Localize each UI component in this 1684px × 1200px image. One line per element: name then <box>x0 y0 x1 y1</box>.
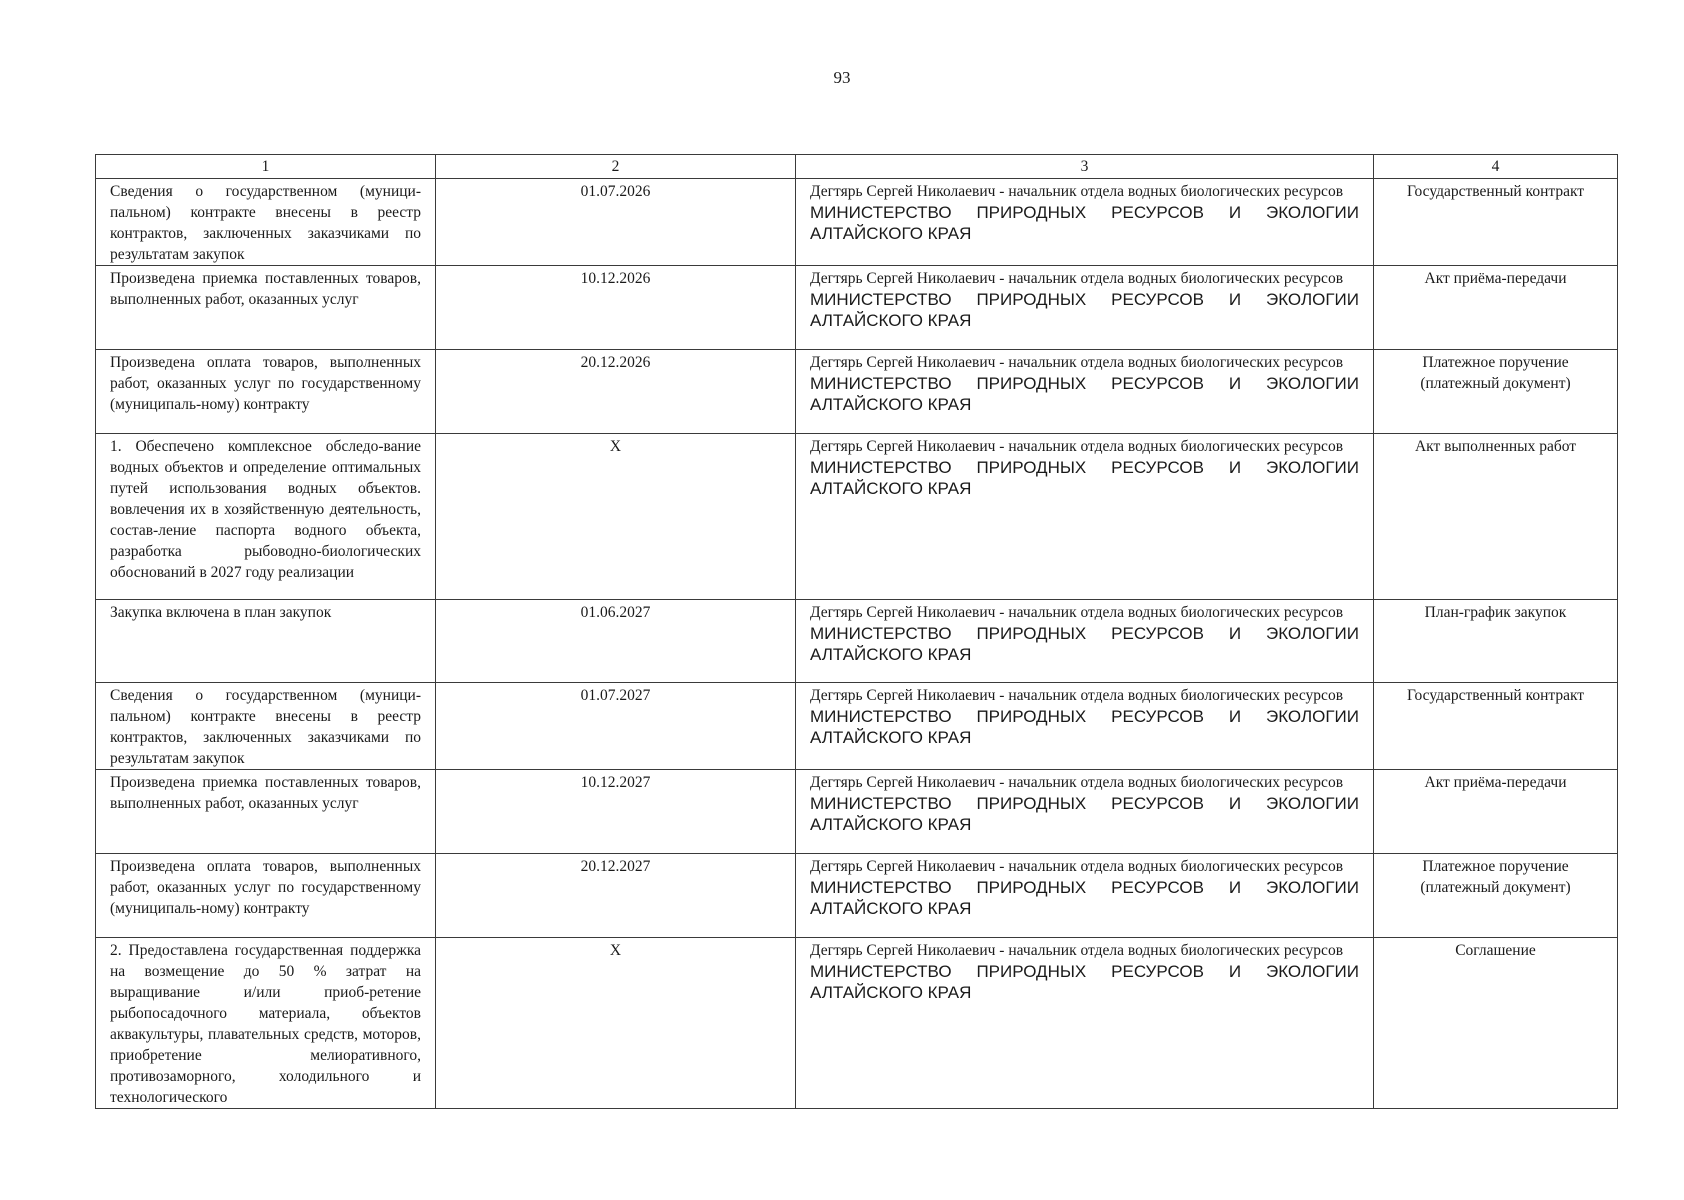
date-cell: 20.12.2027 <box>436 854 796 938</box>
event-cell: Произведена оплата товаров, выполненных работ, оказанных услуг по государственному (муниципаль-ному) контракту <box>96 350 436 434</box>
table-row <box>96 854 1618 938</box>
responsible-person: Дегтярь Сергей Николаевич - начальник отдела водных биологических ресурсов <box>810 354 1344 371</box>
event-cell: Произведена оплата товаров, выполненных работ, оказанных услуг по государственному (муниципаль-ному) контракту <box>96 854 436 938</box>
responsible-organization: МИНИСТЕРСТВО ПРИРОДНЫХ РЕСУРСОВ И ЭКОЛОГИИ АЛТАЙСКОГО КРАЯ <box>810 794 1359 834</box>
date-cell: 01.06.2027 <box>436 600 796 683</box>
responsible-person: Дегтярь Сергей Николаевич - начальник отдела водных биологических ресурсов <box>810 270 1344 287</box>
document-cell: Акт приёма-передачи <box>1374 770 1618 854</box>
responsible-cell <box>796 770 1374 854</box>
table-row <box>96 266 1618 350</box>
responsible-cell <box>796 350 1374 434</box>
table-header-row <box>96 155 1618 179</box>
column-header-1: 1 <box>96 155 436 179</box>
column-header-4: 4 <box>1374 155 1618 179</box>
responsible-cell <box>796 434 1374 600</box>
event-cell: Произведена приемка поставленных товаров, выполненных работ, оказанных услуг <box>96 266 436 350</box>
date-cell: 01.07.2027 <box>436 683 796 770</box>
control-points-table <box>95 154 1618 1109</box>
event-cell: Произведена приемка поставленных товаров, выполненных работ, оказанных услуг <box>96 770 436 854</box>
responsible-cell <box>796 854 1374 938</box>
date-cell: 01.07.2026 <box>436 179 796 266</box>
document-cell: Государственный контракт <box>1374 179 1618 266</box>
responsible-cell <box>796 938 1374 1109</box>
document-cell: План-график закупок <box>1374 600 1618 683</box>
document-cell: Соглашение <box>1374 938 1618 1109</box>
responsible-organization: МИНИСТЕРСТВО ПРИРОДНЫХ РЕСУРСОВ И ЭКОЛОГИИ АЛТАЙСКОГО КРАЯ <box>810 878 1359 918</box>
responsible-person: Дегтярь Сергей Николаевич - начальник отдела водных биологических ресурсов <box>810 942 1344 959</box>
date-cell: 20.12.2026 <box>436 350 796 434</box>
date-cell: 10.12.2026 <box>436 266 796 350</box>
responsible-person: Дегтярь Сергей Николаевич - начальник отдела водных биологических ресурсов <box>810 774 1344 791</box>
table-row <box>96 938 1618 1109</box>
event-cell: Сведения о государственном (муници-пальном) контракте внесены в реестр контрактов, заключенных заказчиками по результатам закупок <box>96 683 436 770</box>
event-cell: 2. Предоставлена государственная поддержка на возмещение до 50 % затрат на выращивание и/или приоб-ретение рыбопосадочного материала, объектов аквакультуры, плавательных средств, моторов, приобретение мелиоративного, противозаморного, холодильного и технологического <box>96 938 436 1109</box>
page-number: 93 <box>833 68 851 87</box>
responsible-person: Дегтярь Сергей Николаевич - начальник отдела водных биологических ресурсов <box>810 604 1344 621</box>
table-row <box>96 179 1618 266</box>
document-cell: Платежное поручение (платежный документ) <box>1374 854 1618 938</box>
responsible-cell <box>796 266 1374 350</box>
document-cell: Акт выполненных работ <box>1374 434 1618 600</box>
responsible-cell <box>796 179 1374 266</box>
responsible-cell <box>796 600 1374 683</box>
event-cell: 1. Обеспечено комплексное обследо-вание водных объектов и определение оптимальных путей использования водных объектов. вовлечения их в хозяйственную деятельность, состав-ление паспорта водного объекта, разработка рыбоводно-биологических обоснований в 2027 году реализации <box>96 434 436 600</box>
table-row <box>96 600 1618 683</box>
responsible-organization: МИНИСТЕРСТВО ПРИРОДНЫХ РЕСУРСОВ И ЭКОЛОГИИ АЛТАЙСКОГО КРАЯ <box>810 203 1359 243</box>
responsible-organization: МИНИСТЕРСТВО ПРИРОДНЫХ РЕСУРСОВ И ЭКОЛОГИИ АЛТАЙСКОГО КРАЯ <box>810 290 1359 330</box>
event-cell: Закупка включена в план закупок <box>96 600 436 683</box>
responsible-organization: МИНИСТЕРСТВО ПРИРОДНЫХ РЕСУРСОВ И ЭКОЛОГИИ АЛТАЙСКОГО КРАЯ <box>810 962 1359 1002</box>
responsible-organization: МИНИСТЕРСТВО ПРИРОДНЫХ РЕСУРСОВ И ЭКОЛОГИИ АЛТАЙСКОГО КРАЯ <box>810 707 1359 747</box>
responsible-person: Дегтярь Сергей Николаевич - начальник отдела водных биологических ресурсов <box>810 687 1344 704</box>
responsible-organization: МИНИСТЕРСТВО ПРИРОДНЫХ РЕСУРСОВ И ЭКОЛОГИИ АЛТАЙСКОГО КРАЯ <box>810 458 1359 498</box>
responsible-organization: МИНИСТЕРСТВО ПРИРОДНЫХ РЕСУРСОВ И ЭКОЛОГИИ АЛТАЙСКОГО КРАЯ <box>810 624 1359 664</box>
table-row <box>96 434 1618 600</box>
event-cell: Сведения о государственном (муници-пальном) контракте внесены в реестр контрактов, заключенных заказчиками по результатам закупок <box>96 179 436 266</box>
document-cell: Платежное поручение (платежный документ) <box>1374 350 1618 434</box>
column-header-3: 3 <box>796 155 1374 179</box>
document-cell: Государственный контракт <box>1374 683 1618 770</box>
responsible-person: Дегтярь Сергей Николаевич - начальник отдела водных биологических ресурсов <box>810 858 1344 875</box>
table-row <box>96 350 1618 434</box>
responsible-cell <box>796 683 1374 770</box>
responsible-person: Дегтярь Сергей Николаевич - начальник отдела водных биологических ресурсов <box>810 438 1344 455</box>
responsible-person: Дегтярь Сергей Николаевич - начальник отдела водных биологических ресурсов <box>810 183 1344 200</box>
date-cell: 10.12.2027 <box>436 770 796 854</box>
date-cell: X <box>436 938 796 1109</box>
column-header-2: 2 <box>436 155 796 179</box>
date-cell: X <box>436 434 796 600</box>
table-row <box>96 770 1618 854</box>
table-row <box>96 683 1618 770</box>
responsible-organization: МИНИСТЕРСТВО ПРИРОДНЫХ РЕСУРСОВ И ЭКОЛОГИИ АЛТАЙСКОГО КРАЯ <box>810 374 1359 414</box>
document-cell: Акт приёма-передачи <box>1374 266 1618 350</box>
